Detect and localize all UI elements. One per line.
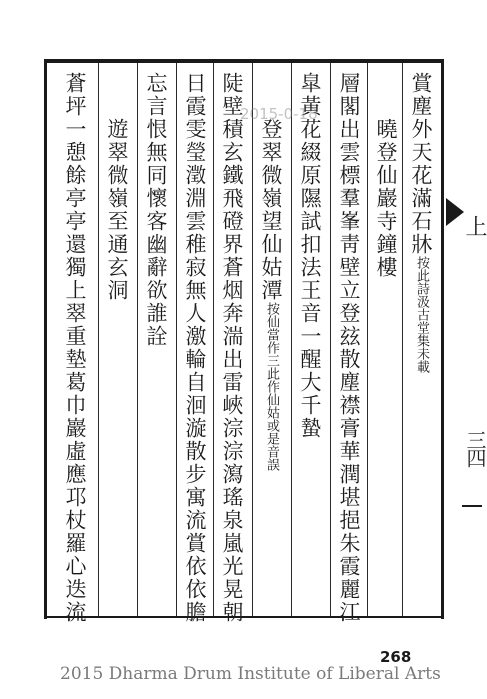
text-column-4	[299, 72, 320, 440]
column-text: 曉登仙巖寺鐘樓	[374, 118, 398, 279]
inline-note-text: 按仙當作三此作仙姑或是音誤	[264, 302, 279, 471]
column-rule	[330, 63, 331, 616]
text-column-3	[338, 72, 359, 624]
volume-marker: 上	[462, 215, 487, 237]
column-text: 登翠微嶺望仙姑潭	[259, 118, 283, 302]
frame-right-border	[441, 59, 444, 619]
column-rule	[176, 63, 177, 616]
column-rule	[402, 63, 403, 616]
page-number: 268	[380, 648, 412, 666]
column-rule	[367, 63, 368, 616]
text-column-6	[221, 72, 242, 624]
column-text: 忘言恨無同懷客幽辭欲誰詮	[144, 72, 168, 348]
column-text: 遊翠微嶺至通玄洞	[105, 118, 129, 302]
column-rule	[213, 63, 214, 616]
text-column-10	[64, 72, 85, 624]
column-rule	[137, 63, 138, 616]
column-text: 皐黃花綴原隰試扣法王音一醒大千蟄	[298, 72, 322, 440]
poem-title-2	[260, 118, 281, 471]
watermark-date: 2015-0-18	[240, 105, 318, 123]
inline-note-text: 按此詩汲古堂集未載	[414, 256, 429, 373]
page-marker: 三四	[463, 430, 487, 466]
inline-note	[415, 256, 428, 373]
text-column-7	[184, 72, 205, 624]
column-text: 層閣出雲標羣峯靑壁立登玆散塵襟膏華潤堪挹朱霞麗江	[337, 72, 361, 624]
column-text: 賞塵外天花滿石牀	[409, 72, 433, 256]
column-rule	[98, 63, 99, 616]
column-text: 蒼坪一憩餘亭亭還獨上翠重墊葛巾巖虛應邛杖羅心迭流	[63, 72, 87, 624]
footer-watermark: 2015 Dharma Drum Institute of Liberal Arts	[60, 664, 441, 684]
column-text: 陡壁積玄鐵飛磴界蒼烟奔湍出雷峽淙淙瀉瑤泉嵐光晃朝	[220, 72, 244, 624]
column-text: 日霞雯瑩澂淵雲稚寂無人激輪自洄漩散步寓流賞依依膽	[183, 72, 207, 624]
column-rule	[291, 63, 292, 616]
edge-rule	[462, 505, 482, 507]
poem-title-3	[106, 118, 127, 302]
poem-title-1	[375, 118, 396, 279]
frame-top-border	[44, 59, 442, 63]
text-column-1	[410, 72, 431, 373]
column-rule	[252, 63, 253, 616]
text-column-8	[145, 72, 166, 348]
frame-left-border	[44, 59, 47, 619]
